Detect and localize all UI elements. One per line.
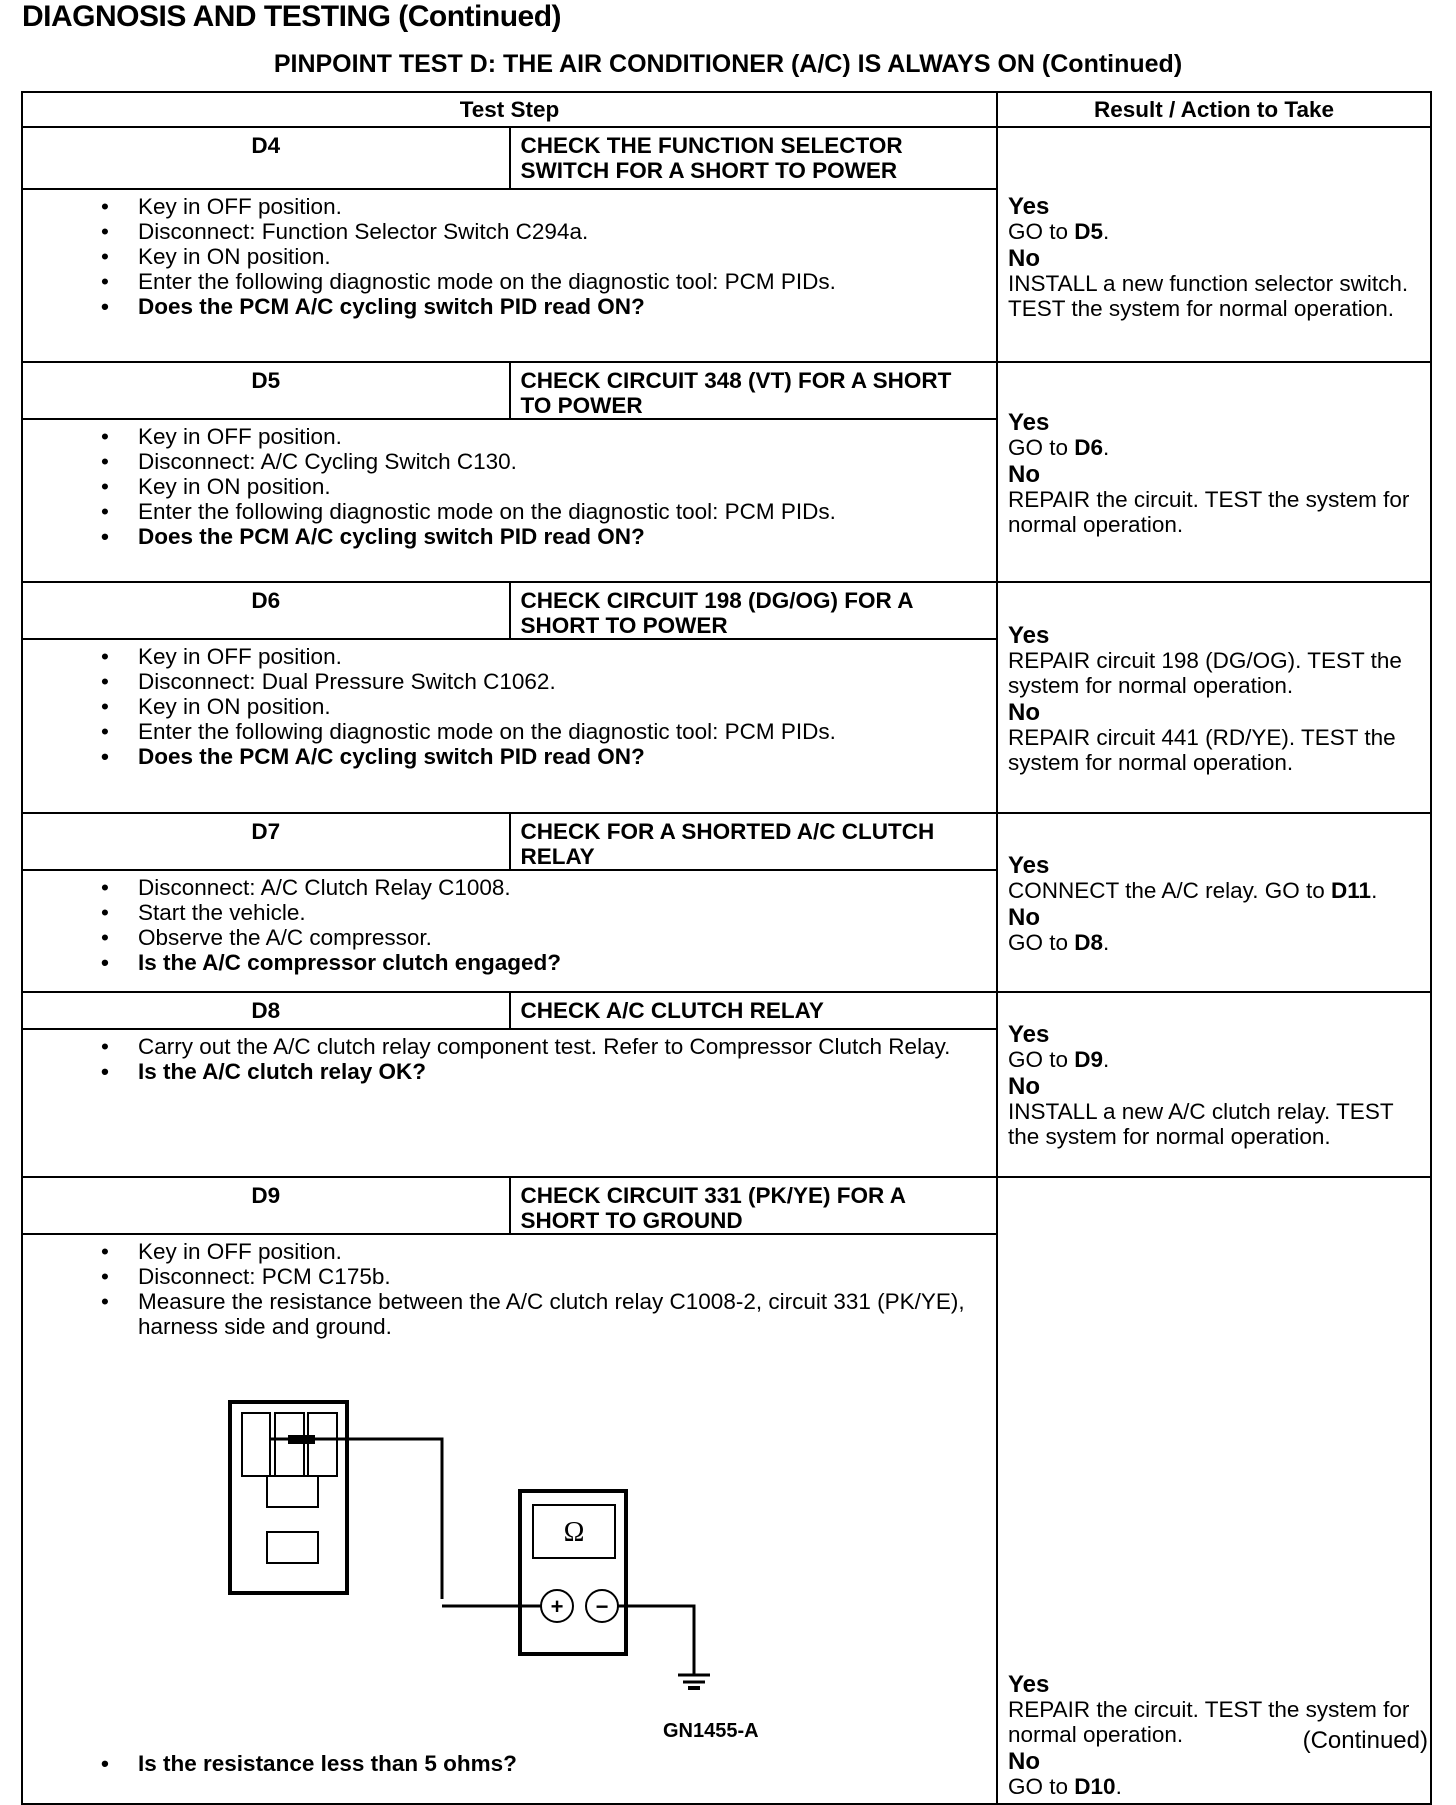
result-yes-label: Yes — [1008, 193, 1050, 220]
result-yes-label: Yes — [1008, 621, 1050, 649]
step-id: D9 — [22, 1177, 510, 1234]
result-yes-text: GO to — [1008, 434, 1075, 460]
step-result — [997, 992, 1431, 1177]
step-body — [22, 1029, 997, 1177]
result-no-label: No — [1008, 903, 1040, 931]
result-no-label: No — [1008, 460, 1040, 488]
result-no-label: No — [1008, 1748, 1040, 1775]
ohm-symbol-icon: Ω — [563, 1517, 585, 1548]
step-title: CHECK CIRCUIT 331 (PK/YE) FOR A SHORT TO GROUND — [510, 1177, 998, 1234]
punct: . — [1103, 219, 1110, 244]
result-yes-link[interactable]: D5 — [1074, 219, 1104, 244]
test-step-D5 — [22, 362, 1431, 419]
test-step-D8 — [22, 992, 1431, 1029]
step-item: • Disconnect: Dual Pressure Switch C1062. — [138, 669, 986, 694]
test-title: PINPOINT TEST D: THE AIR CONDITIONER (A/C) IS ALWAYS ON (Continued) — [273, 50, 1183, 78]
connector-outline — [230, 1402, 347, 1593]
result-yes-link[interactable]: D11 — [1331, 877, 1372, 903]
step-item: • Disconnect: A/C Cycling Switch C130. — [138, 449, 986, 474]
step-item: • Enter the following diagnostic mode on the diagnostic tool: PCM PIDs. — [138, 719, 986, 744]
step-title: CHECK THE FUNCTION SELECTOR SWITCH FOR A SHORT TO POWER — [510, 127, 998, 189]
step-item: • Key in OFF position. — [138, 194, 986, 219]
punct: . — [1103, 929, 1110, 955]
step-result — [997, 127, 1431, 362]
step-id: D8 — [22, 992, 510, 1029]
step-result — [997, 582, 1431, 813]
ohmmeter-outline — [520, 1491, 626, 1654]
step-item: • Measure the resistance between the A/C clutch relay C1008-2, circuit 331 (PK/YE), harness side and ground. — [138, 1289, 986, 1339]
result-yes-label: Yes — [1008, 1021, 1050, 1048]
result-yes-label: Yes — [1008, 408, 1050, 436]
result-yes-label: Yes — [1008, 1671, 1050, 1698]
step-body — [22, 419, 997, 582]
result-no-text: INSTALL a new A/C clutch relay. TEST the system for normal operation. — [1008, 1099, 1394, 1149]
step-item: • Enter the following diagnostic mode on the diagnostic tool: PCM PIDs. — [138, 499, 986, 524]
result-yes-text: GO to — [1008, 1047, 1075, 1072]
result-no-link[interactable]: D8 — [1074, 929, 1104, 955]
step-item: • Observe the A/C compressor. — [138, 925, 986, 950]
step-item: • Disconnect: PCM C175b. — [138, 1264, 986, 1289]
column-header-test-step: Test Step — [22, 92, 997, 127]
step-id: D6 — [22, 582, 510, 639]
step-result — [997, 1177, 1431, 1804]
step-id: D4 — [22, 127, 510, 189]
result-no-link[interactable]: D10 — [1074, 1774, 1116, 1799]
punct: . — [1103, 1047, 1110, 1072]
step-title: CHECK CIRCUIT 348 (VT) FOR A SHORT TO POWER — [510, 362, 998, 419]
step-item: • Key in OFF position. — [138, 1239, 986, 1264]
punct: . — [1103, 434, 1110, 460]
result-no-label: No — [1008, 698, 1040, 726]
step-item: • Key in ON position. — [138, 474, 986, 499]
test-step-D7 — [22, 813, 1431, 870]
ohmmeter-diagram — [163, 1339, 723, 1751]
result-yes-text: REPAIR the circuit. TEST the system for normal operation. — [1008, 1697, 1410, 1747]
test-lead-positive — [270, 1439, 442, 1599]
step-body — [22, 870, 997, 992]
step-id: D5 — [22, 362, 510, 419]
result-no-text: REPAIR the circuit. TEST the system for normal operation. — [1008, 486, 1410, 537]
punct: . — [1371, 877, 1378, 903]
step-title: CHECK A/C CLUTCH RELAY — [510, 992, 998, 1029]
step-body — [22, 189, 997, 362]
test-step-D4 — [22, 127, 1431, 189]
result-yes-text: CONNECT the A/C relay. GO to — [1008, 877, 1332, 903]
step-body — [22, 639, 997, 813]
column-header-result: Result / Action to Take — [997, 92, 1431, 127]
punct: . — [1115, 1774, 1122, 1799]
page-heading: DIAGNOSIS AND TESTING (Continued) — [22, 0, 562, 33]
step-question: • Does the PCM A/C cycling switch PID read ON? — [138, 744, 986, 769]
step-item: • Key in OFF position. — [138, 644, 986, 669]
step-item: • Disconnect: Function Selector Switch C294a. — [138, 219, 986, 244]
step-question: • Does the PCM A/C cycling switch PID read ON? — [138, 524, 986, 549]
result-no-label: No — [1008, 245, 1040, 272]
result-yes-link[interactable]: D6 — [1074, 434, 1104, 460]
step-item: • Key in OFF position. — [138, 424, 986, 449]
minus-terminal-icon: − — [595, 1594, 609, 1619]
step-result — [997, 362, 1431, 582]
result-no-label: No — [1008, 1073, 1040, 1100]
step-result — [997, 813, 1431, 992]
continued-label: (Continued) — [1302, 1727, 1428, 1754]
pinpoint-test-table — [21, 91, 1432, 1805]
result-yes-text: REPAIR circuit 198 (DG/OG). TEST the system for normal operation. — [1008, 647, 1402, 698]
test-lead-negative — [618, 1606, 694, 1675]
step-question: • Does the PCM A/C cycling switch PID read ON? — [138, 294, 986, 319]
step-title: CHECK FOR A SHORTED A/C CLUTCH RELAY — [510, 813, 998, 870]
step-item: • Start the vehicle. — [138, 900, 986, 925]
step-id: D7 — [22, 813, 510, 870]
result-yes-text: GO to — [1008, 219, 1075, 244]
step-question: • Is the A/C clutch relay OK? — [138, 1059, 986, 1084]
result-no-text: INSTALL a new function selector switch. TEST the system for normal operation. — [1008, 271, 1409, 321]
test-step-D9 — [22, 1177, 1431, 1234]
step-item: • Enter the following diagnostic mode on the diagnostic tool: PCM PIDs. — [138, 269, 986, 294]
step-item: • Key in ON position. — [138, 244, 986, 269]
step-item: • Key in ON position. — [138, 694, 986, 719]
step-body — [22, 1234, 997, 1804]
step-question: • Is the A/C compressor clutch engaged? — [138, 950, 986, 975]
step-title: CHECK CIRCUIT 198 (DG/OG) FOR A SHORT TO POWER — [510, 582, 998, 639]
result-yes-label: Yes — [1008, 851, 1050, 879]
test-step-D6 — [22, 582, 1431, 639]
figure-label: GN1455-A — [663, 1720, 759, 1742]
result-no-text: REPAIR circuit 441 (RD/YE). TEST the system for normal operation. — [1008, 724, 1396, 775]
step-question: • Is the resistance less than 5 ohms? — [138, 1751, 986, 1776]
result-no-text: GO to — [1008, 929, 1075, 955]
step-item: • Disconnect: A/C Clutch Relay C1008. — [138, 875, 986, 900]
step-item: • Carry out the A/C clutch relay component test. Refer to Compressor Clutch Relay. — [138, 1034, 986, 1059]
result-no-text: GO to — [1008, 1774, 1075, 1799]
plus-terminal-icon: + — [550, 1594, 564, 1619]
result-yes-link[interactable]: D9 — [1074, 1047, 1104, 1072]
